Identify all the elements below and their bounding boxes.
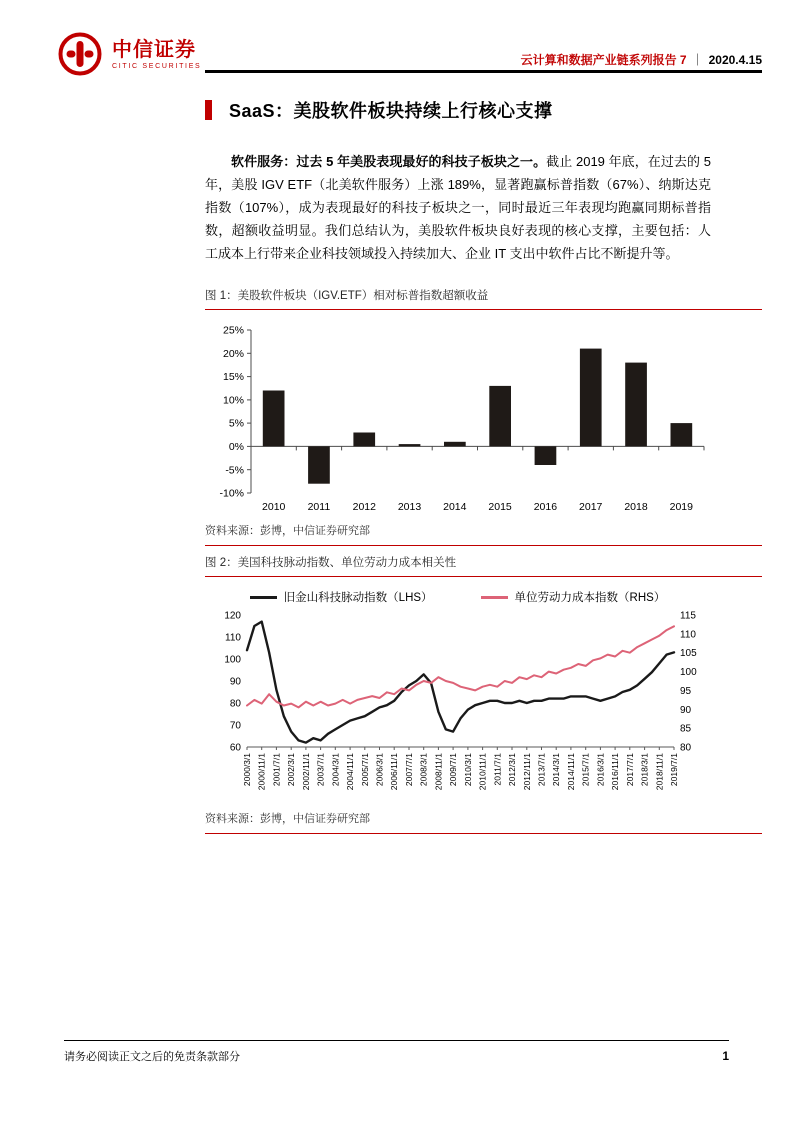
x-date-label: 2012/11/1 bbox=[521, 753, 532, 791]
x-date-label: 2002/11/1 bbox=[300, 753, 311, 791]
x-category-label: 2017 bbox=[579, 501, 603, 513]
right-y-tick-label: 80 bbox=[680, 742, 692, 754]
series-line-lhs bbox=[247, 622, 674, 743]
legend-item bbox=[250, 589, 433, 605]
logo-text bbox=[112, 39, 201, 70]
bar-2016 bbox=[535, 446, 557, 465]
bar-2014 bbox=[444, 442, 466, 447]
right-y-tick-label: 105 bbox=[680, 648, 697, 660]
header-meta bbox=[521, 51, 762, 68]
legend-line-swatch bbox=[250, 596, 277, 599]
x-date-label: 2006/3/1 bbox=[374, 753, 385, 787]
bar-2012 bbox=[353, 433, 375, 447]
x-date-label: 2007/7/1 bbox=[404, 753, 414, 787]
right-y-tick-label: 110 bbox=[680, 629, 696, 641]
y-tick-label: -5% bbox=[225, 464, 244, 477]
x-date-label: 2014/3/1 bbox=[551, 753, 562, 787]
x-date-label: 2010/3/1 bbox=[462, 753, 473, 787]
header-rule bbox=[205, 70, 762, 73]
bar-2015 bbox=[489, 386, 511, 447]
y-tick-label: 5% bbox=[228, 417, 244, 430]
y-tick-label: 0% bbox=[228, 441, 244, 453]
y-tick-label: 25% bbox=[222, 324, 244, 337]
legend-label: 旧金山科技脉动指数（LHS） bbox=[283, 592, 433, 604]
x-date-label: 2013/7/1 bbox=[536, 753, 547, 787]
y-tick-label: -10% bbox=[219, 487, 244, 500]
footer-rule bbox=[64, 1040, 729, 1041]
paragraph-body: 截止 2019 年底，在过去的 5 年，美股 IGV ETF（北美软件服务）上涨 189%，显著跑赢标普指数（67%）、纳斯达克指数（107%），成为表现最好的科技子板块之一，同时最近三年表现均跑赢同期标普指数，超额收益明显。我们总结认为，美股软件板块良好表现的核心支撑，主要包括：人工成本上行带来企业科技领域投入持续加大、企业 IT 支出中软件占比不断提升等。 bbox=[205, 154, 711, 261]
section-title-text: SaaS：美股软件板块持续上行核心支撑 bbox=[229, 101, 553, 121]
x-category-label: 2010 bbox=[262, 501, 286, 513]
footer bbox=[64, 1048, 729, 1064]
bar-chart-excess-return bbox=[205, 322, 710, 517]
bar-2013 bbox=[399, 444, 421, 446]
report-series-title: 云计算和数据产业链系列报告 7 bbox=[520, 53, 687, 67]
chart-legend bbox=[205, 589, 710, 605]
x-category-label: 2011 bbox=[307, 501, 331, 513]
bar-2010 bbox=[263, 391, 285, 447]
x-category-label: 2012 bbox=[352, 501, 376, 513]
report-date: 2020.4.15 bbox=[708, 53, 762, 67]
x-category-label: 2019 bbox=[669, 501, 693, 513]
x-date-label: 2015/7/1 bbox=[580, 753, 591, 787]
x-date-label: 2003/7/1 bbox=[315, 753, 326, 787]
x-date-label: 2010/11/1 bbox=[477, 753, 488, 791]
left-y-tick-label: 70 bbox=[229, 720, 241, 732]
legend-label: 单位劳动力成本指数（RHS） bbox=[514, 592, 666, 604]
left-y-tick-label: 80 bbox=[229, 698, 241, 710]
citic-logo-icon bbox=[57, 31, 103, 77]
x-date-label: 2012/3/1 bbox=[507, 753, 517, 787]
title-accent-bar bbox=[205, 100, 212, 120]
figure2-caption-rule bbox=[205, 576, 762, 577]
figure-2 bbox=[205, 556, 762, 834]
x-date-label: 2018/11/1 bbox=[654, 753, 665, 791]
right-y-tick-label: 115 bbox=[680, 610, 696, 622]
right-y-tick-label: 90 bbox=[680, 704, 692, 716]
body-paragraph bbox=[205, 150, 711, 265]
series-line-rhs bbox=[247, 626, 674, 707]
x-date-label: 2002/3/1 bbox=[286, 753, 297, 787]
y-tick-label: 10% bbox=[222, 394, 244, 407]
x-date-label: 2004/3/1 bbox=[330, 753, 341, 787]
x-date-label: 2017/7/1 bbox=[624, 753, 635, 787]
x-category-label: 2015 bbox=[488, 501, 512, 513]
x-date-label: 2018/3/1 bbox=[639, 753, 650, 787]
figure1-caption: 图 1：美股软件板块（IGV.ETF）相对标普指数超额收益 bbox=[205, 290, 489, 302]
bar-2017 bbox=[580, 349, 602, 447]
left-y-tick-label: 120 bbox=[224, 610, 241, 622]
figure-1 bbox=[205, 289, 762, 546]
figure1-bottom-rule bbox=[205, 545, 762, 546]
x-date-label: 2011/7/1 bbox=[492, 753, 503, 786]
x-date-label: 2000/3/1 bbox=[242, 753, 252, 787]
left-y-tick-label: 110 bbox=[225, 632, 241, 644]
citic-logo bbox=[57, 31, 201, 77]
figure2-caption: 图 2：美国科技脉动指数、单位劳动力成本相关性 bbox=[205, 557, 457, 569]
x-date-label: 2005/7/1 bbox=[359, 753, 370, 787]
bar-2019 bbox=[671, 423, 693, 446]
header-separator: ｜ bbox=[691, 53, 704, 67]
right-y-tick-label: 85 bbox=[680, 723, 692, 735]
x-category-label: 2013 bbox=[397, 501, 422, 513]
x-category-label: 2014 bbox=[443, 501, 467, 513]
line-chart-tech-pulse-vs-labor-cost bbox=[205, 609, 710, 805]
x-category-label: 2016 bbox=[533, 501, 558, 513]
x-date-label: 2008/11/1 bbox=[433, 753, 444, 791]
right-y-tick-label: 95 bbox=[680, 685, 692, 697]
y-tick-label: 20% bbox=[222, 347, 244, 360]
legend-item bbox=[481, 589, 666, 605]
bar-2018 bbox=[625, 363, 647, 447]
bar-2011 bbox=[308, 446, 330, 483]
x-date-label: 2019/7/1 bbox=[669, 753, 679, 787]
figure1-source: 资料来源：彭博，中信证券研究部 bbox=[205, 525, 370, 537]
page-number: 1 bbox=[722, 1049, 729, 1063]
legend-line-swatch bbox=[481, 596, 508, 599]
figure2-source: 资料来源：彭博，中信证券研究部 bbox=[205, 813, 370, 825]
x-date-label: 2006/11/1 bbox=[389, 753, 400, 791]
y-tick-label: 15% bbox=[222, 371, 244, 384]
x-date-label: 2016/3/1 bbox=[595, 753, 606, 787]
x-date-label: 2014/11/1 bbox=[565, 753, 576, 791]
right-y-tick-label: 100 bbox=[680, 667, 697, 679]
section-title bbox=[205, 97, 553, 123]
x-date-label: 2004/11/1 bbox=[345, 753, 356, 791]
figure1-caption-rule bbox=[205, 309, 762, 310]
x-date-label: 2009/7/1 bbox=[448, 753, 459, 787]
left-y-tick-label: 100 bbox=[224, 654, 241, 666]
x-date-label: 2000/11/1 bbox=[256, 753, 267, 791]
x-date-label: 2001/7/1 bbox=[271, 753, 282, 787]
left-y-tick-label: 60 bbox=[229, 742, 241, 754]
paragraph-lead: 软件服务：过去 5 年美股表现最好的科技子板块之一。 bbox=[231, 154, 547, 169]
figure2-bottom-rule bbox=[205, 833, 762, 834]
left-y-tick-label: 90 bbox=[229, 676, 241, 688]
logo-subtitle: CITIC SECURITIES bbox=[112, 62, 202, 70]
x-category-label: 2018 bbox=[624, 501, 648, 513]
footer-disclaimer: 请务必阅读正文之后的免责条款部分 bbox=[64, 1051, 240, 1063]
logo-title: 中信证券 bbox=[112, 38, 196, 61]
x-date-label: 2008/3/1 bbox=[418, 753, 429, 787]
x-date-label: 2016/11/1 bbox=[610, 753, 621, 791]
